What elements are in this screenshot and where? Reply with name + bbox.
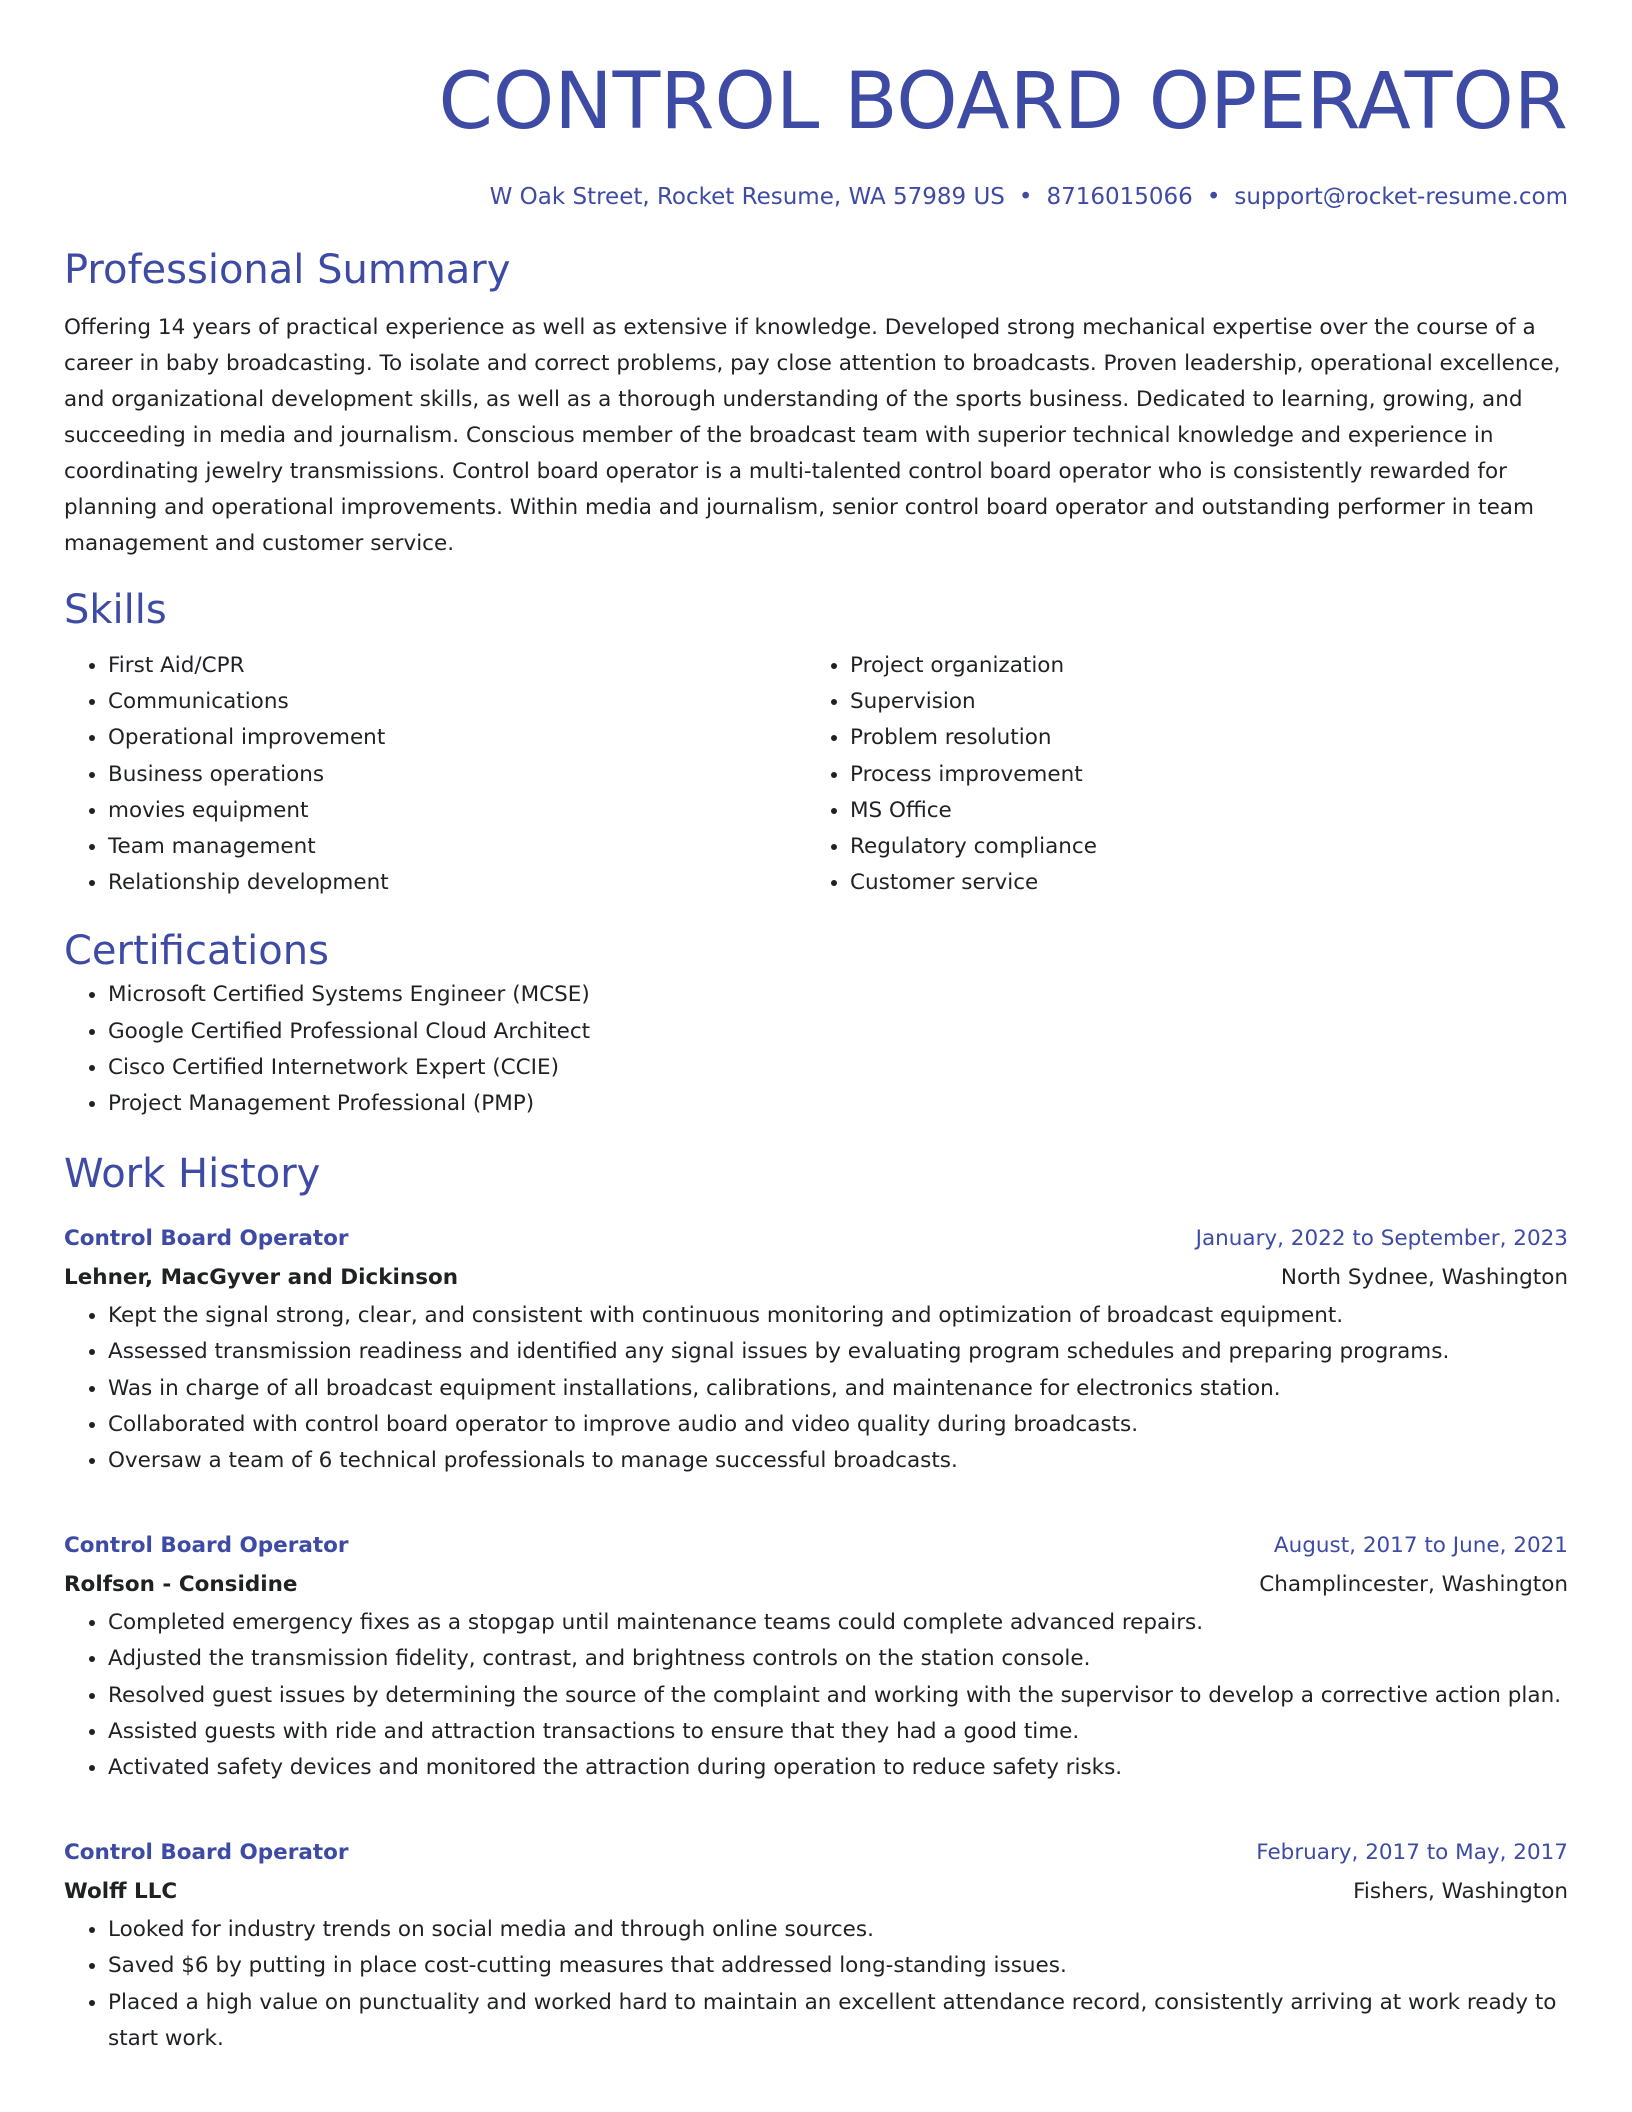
job-location: North Sydnee, Washington [1280, 1265, 1568, 1291]
job-bullet: • Kept the signal strong, clear, and consistent with continuous monitoring and optimization of broadcast equipment. [108, 1298, 1568, 1334]
resume-header [64, 0, 1568, 214]
job-title-row [64, 1834, 1568, 1872]
job-title: Control Board Operator [64, 1840, 349, 1866]
job-title: Control Board Operator [64, 1533, 349, 1559]
job-entry [64, 1220, 1568, 1479]
skill-item: • First Aid/CPR [108, 648, 806, 684]
job-bullets [64, 1605, 1568, 1786]
job-title-row [64, 1527, 1568, 1565]
skill-item: • movies equipment [108, 793, 806, 829]
job-title-row [64, 1220, 1568, 1258]
job-company: Wolff LLC [64, 1879, 178, 1905]
job-company-row [64, 1872, 1568, 1912]
job-bullet: • Assisted guests with ride and attraction transactions to ensure that they had a good time. [108, 1714, 1568, 1750]
skill-item: • Problem resolution [850, 720, 1548, 756]
skill-item: • Communications [108, 684, 806, 720]
certification-item: • Cisco Certified Internetwork Expert (CCIE) [108, 1050, 1568, 1086]
contact-email[interactable]: support@rocket-resume.com [1234, 184, 1568, 210]
skill-item: • Regulatory compliance [850, 829, 1548, 865]
resume-page [64, 0, 1568, 2057]
skill-item: • MS Office [850, 793, 1548, 829]
section-title-summary: Professional Summary [64, 247, 511, 293]
job-bullet: • Placed a high value on punctuality and worked hard to maintain an excellent attendance record, consistently arriving at work ready to start work. [108, 1985, 1568, 2057]
candidate-name: CONTROL BOARD OPERATOR [438, 57, 1568, 147]
section-title-certifications: Certifications [64, 928, 329, 975]
skill-item: • Relationship development [108, 865, 806, 901]
job-bullet: • Collaborated with control board operator to improve audio and video quality during broadcasts. [108, 1407, 1568, 1443]
job-bullet: • Completed emergency fixes as a stopgap until maintenance teams could complete advanced repairs. [108, 1605, 1568, 1641]
certification-item: • Microsoft Certified Systems Engineer (MCSE) [108, 977, 1568, 1013]
job-entry [64, 1527, 1568, 1786]
job-location: Fishers, Washington [1353, 1879, 1568, 1905]
certification-item: • Google Certified Professional Cloud Architect [108, 1014, 1568, 1050]
job-company-row [64, 1258, 1568, 1298]
skill-item: • Operational improvement [108, 720, 806, 756]
job-bullet: • Assessed transmission readiness and identified any signal issues by evaluating program schedules and preparing programs. [108, 1334, 1568, 1370]
summary-text: Offering 14 years of practical experience as well as extensive if knowledge. Developed strong mechanical expertise over the course of a career in baby broadcasting. To isolate and correct problems, pay close attention to broadcasts. Proven leadership, operational excellence, and organizational development skills, as well as a thorough understanding of the sports business. Dedicated to learning, growing, and succeeding in media and journalism. Conscious member of the broadcast team with superior technical knowledge and experience in coordinating jewelry transmissions. Control board operator is a multi-talented control board operator who is consistently rewarded for planning and operational improvements. Within media and journalism, senior control board operator and outstanding performer in team management and customer service. [64, 315, 1561, 556]
section-title-skills: Skills [64, 587, 167, 633]
job-company: Rolfson - Considine [64, 1572, 298, 1598]
skill-item: • Business operations [108, 757, 806, 793]
job-bullet: • Oversaw a team of 6 technical professionals to manage successful broadcasts. [108, 1443, 1568, 1479]
skills-column-right [806, 648, 1548, 901]
section-title-work-history: Work History [64, 1151, 321, 1198]
job-bullet: • Looked for industry trends on social media and through online sources. [108, 1912, 1568, 1948]
job-entry [64, 1834, 1568, 2057]
job-bullet: • Saved $6 by putting in place cost-cutting measures that addressed long-standing issues. [108, 1948, 1568, 1984]
job-company: Lehner, MacGyver and Dickinson [64, 1265, 459, 1291]
job-dates: August, 2017 to June, 2021 [1273, 1533, 1568, 1559]
job-bullets [64, 1298, 1568, 1479]
job-company-row [64, 1565, 1568, 1605]
skill-item: • Project organization [850, 648, 1548, 684]
skills-column-left [64, 648, 806, 901]
contact-line [64, 180, 1568, 214]
contact-separator: • [1018, 184, 1033, 210]
skill-item: • Customer service [850, 865, 1548, 901]
contact-separator: • [1206, 184, 1221, 210]
job-dates: January, 2022 to September, 2023 [1195, 1226, 1568, 1252]
job-bullet: • Adjusted the transmission fidelity, contrast, and brightness controls on the station console. [108, 1641, 1568, 1677]
job-bullet: • Activated safety devices and monitored the attraction during operation to reduce safety risks. [108, 1750, 1568, 1786]
contact-address: W Oak Street, Rocket Resume, WA 57989 US [489, 184, 1005, 210]
skill-item: • Team management [108, 829, 806, 865]
job-bullet: • Was in charge of all broadcast equipment installations, calibrations, and maintenance for electronics station. [108, 1371, 1568, 1407]
skills-list [64, 648, 1568, 901]
skill-item: • Supervision [850, 684, 1548, 720]
skill-item: • Process improvement [850, 757, 1548, 793]
job-title: Control Board Operator [64, 1226, 349, 1252]
certifications-list [64, 977, 1568, 1122]
contact-phone[interactable]: 8716015066 [1046, 184, 1193, 210]
certification-item: • Project Management Professional (PMP) [108, 1086, 1568, 1122]
job-bullet: • Resolved guest issues by determining the source of the complaint and working with the supervisor to develop a corrective action plan. [108, 1678, 1568, 1714]
job-dates: February, 2017 to May, 2017 [1256, 1840, 1568, 1866]
job-location: Champlincester, Washington [1259, 1572, 1568, 1598]
job-bullets [64, 1912, 1568, 2057]
